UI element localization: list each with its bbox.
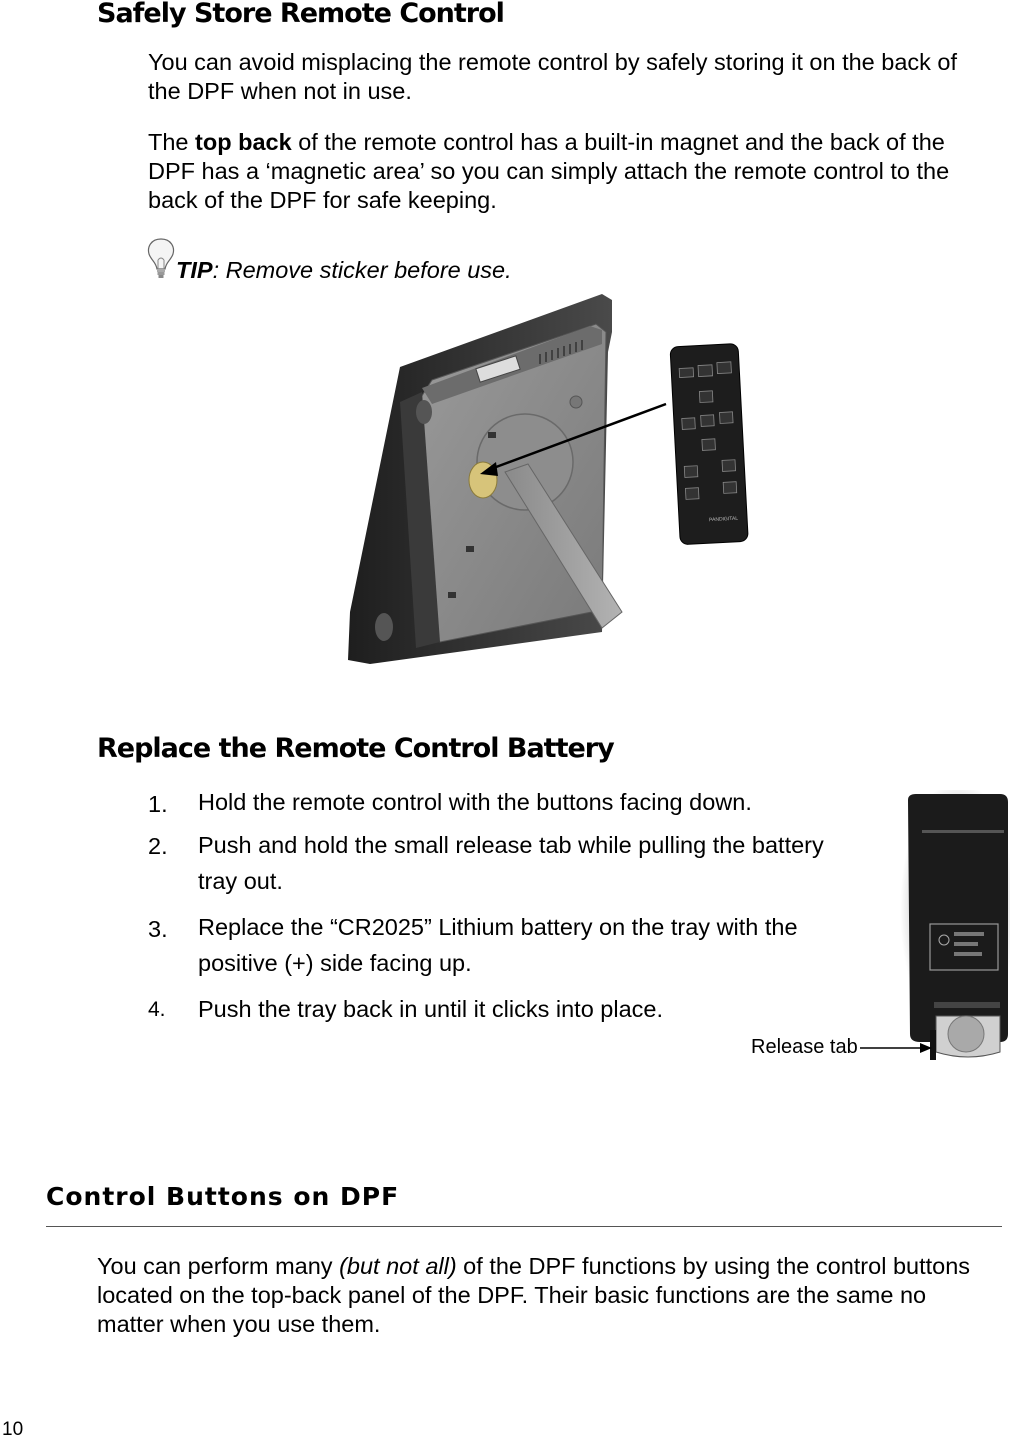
control-buttons-paragraph xyxy=(97,1252,977,1339)
page-number: 10 xyxy=(2,1419,24,1440)
tip-label: TIP xyxy=(176,257,213,283)
para-prefix: You can perform many xyxy=(97,1253,340,1279)
store-remote-paragraph-1: You can avoid misplacing the remote control by safely storing it on the back of the DPF when not in use. xyxy=(148,49,958,104)
tip-text: : Remove sticker before use. xyxy=(212,257,512,283)
heading-rule xyxy=(46,1226,1002,1227)
figure-remote-battery-tray xyxy=(860,790,1010,1070)
para-italic-not-all: (but not all) xyxy=(339,1253,457,1279)
para2-suffix: of the remote control has a built-in magnet and the back of the DPF has a ‘magnetic area’ so you can simply attach the remote control to the back of the DPF for safe keeping. xyxy=(148,129,950,213)
step-4-text: Push the tray back in until it clicks into place. xyxy=(198,996,663,1022)
section-title-store-remote: Safely Store Remote Control xyxy=(97,0,504,29)
para2-bold-top-back: top back xyxy=(195,129,292,155)
step-3-number: 3. xyxy=(148,916,168,942)
release-tab-label: Release tab xyxy=(751,1036,858,1058)
step-3-text: Replace the “CR2025” Lithium battery on the tray with the positive (+) side facing up. xyxy=(198,914,798,976)
step-4-number: 4. xyxy=(148,998,166,1021)
figure-dpf-with-remote xyxy=(340,292,780,672)
step-1-text: Hold the remote control with the buttons facing down. xyxy=(198,789,752,815)
para2-prefix: The xyxy=(148,129,196,155)
para-suffix: of the DPF functions by using the control buttons located on the top-back panel of the DPF. Their basic functions are the same no matter when you use them. xyxy=(97,1253,971,1337)
step-1-number: 1. xyxy=(148,791,168,817)
remote-brand-text: PANDIGITAL xyxy=(708,515,739,524)
step-2-number: 2. xyxy=(148,833,168,859)
tip-note xyxy=(176,256,512,285)
lightbulb-icon xyxy=(143,236,179,282)
step-2-text: Push and hold the small release tab while pulling the battery tray out. xyxy=(198,832,824,894)
section-title-control-buttons: Control Buttons on DPF xyxy=(46,1182,400,1211)
store-remote-paragraph-2 xyxy=(148,128,998,215)
section-title-replace-battery: Replace the Remote Control Battery xyxy=(97,733,614,764)
